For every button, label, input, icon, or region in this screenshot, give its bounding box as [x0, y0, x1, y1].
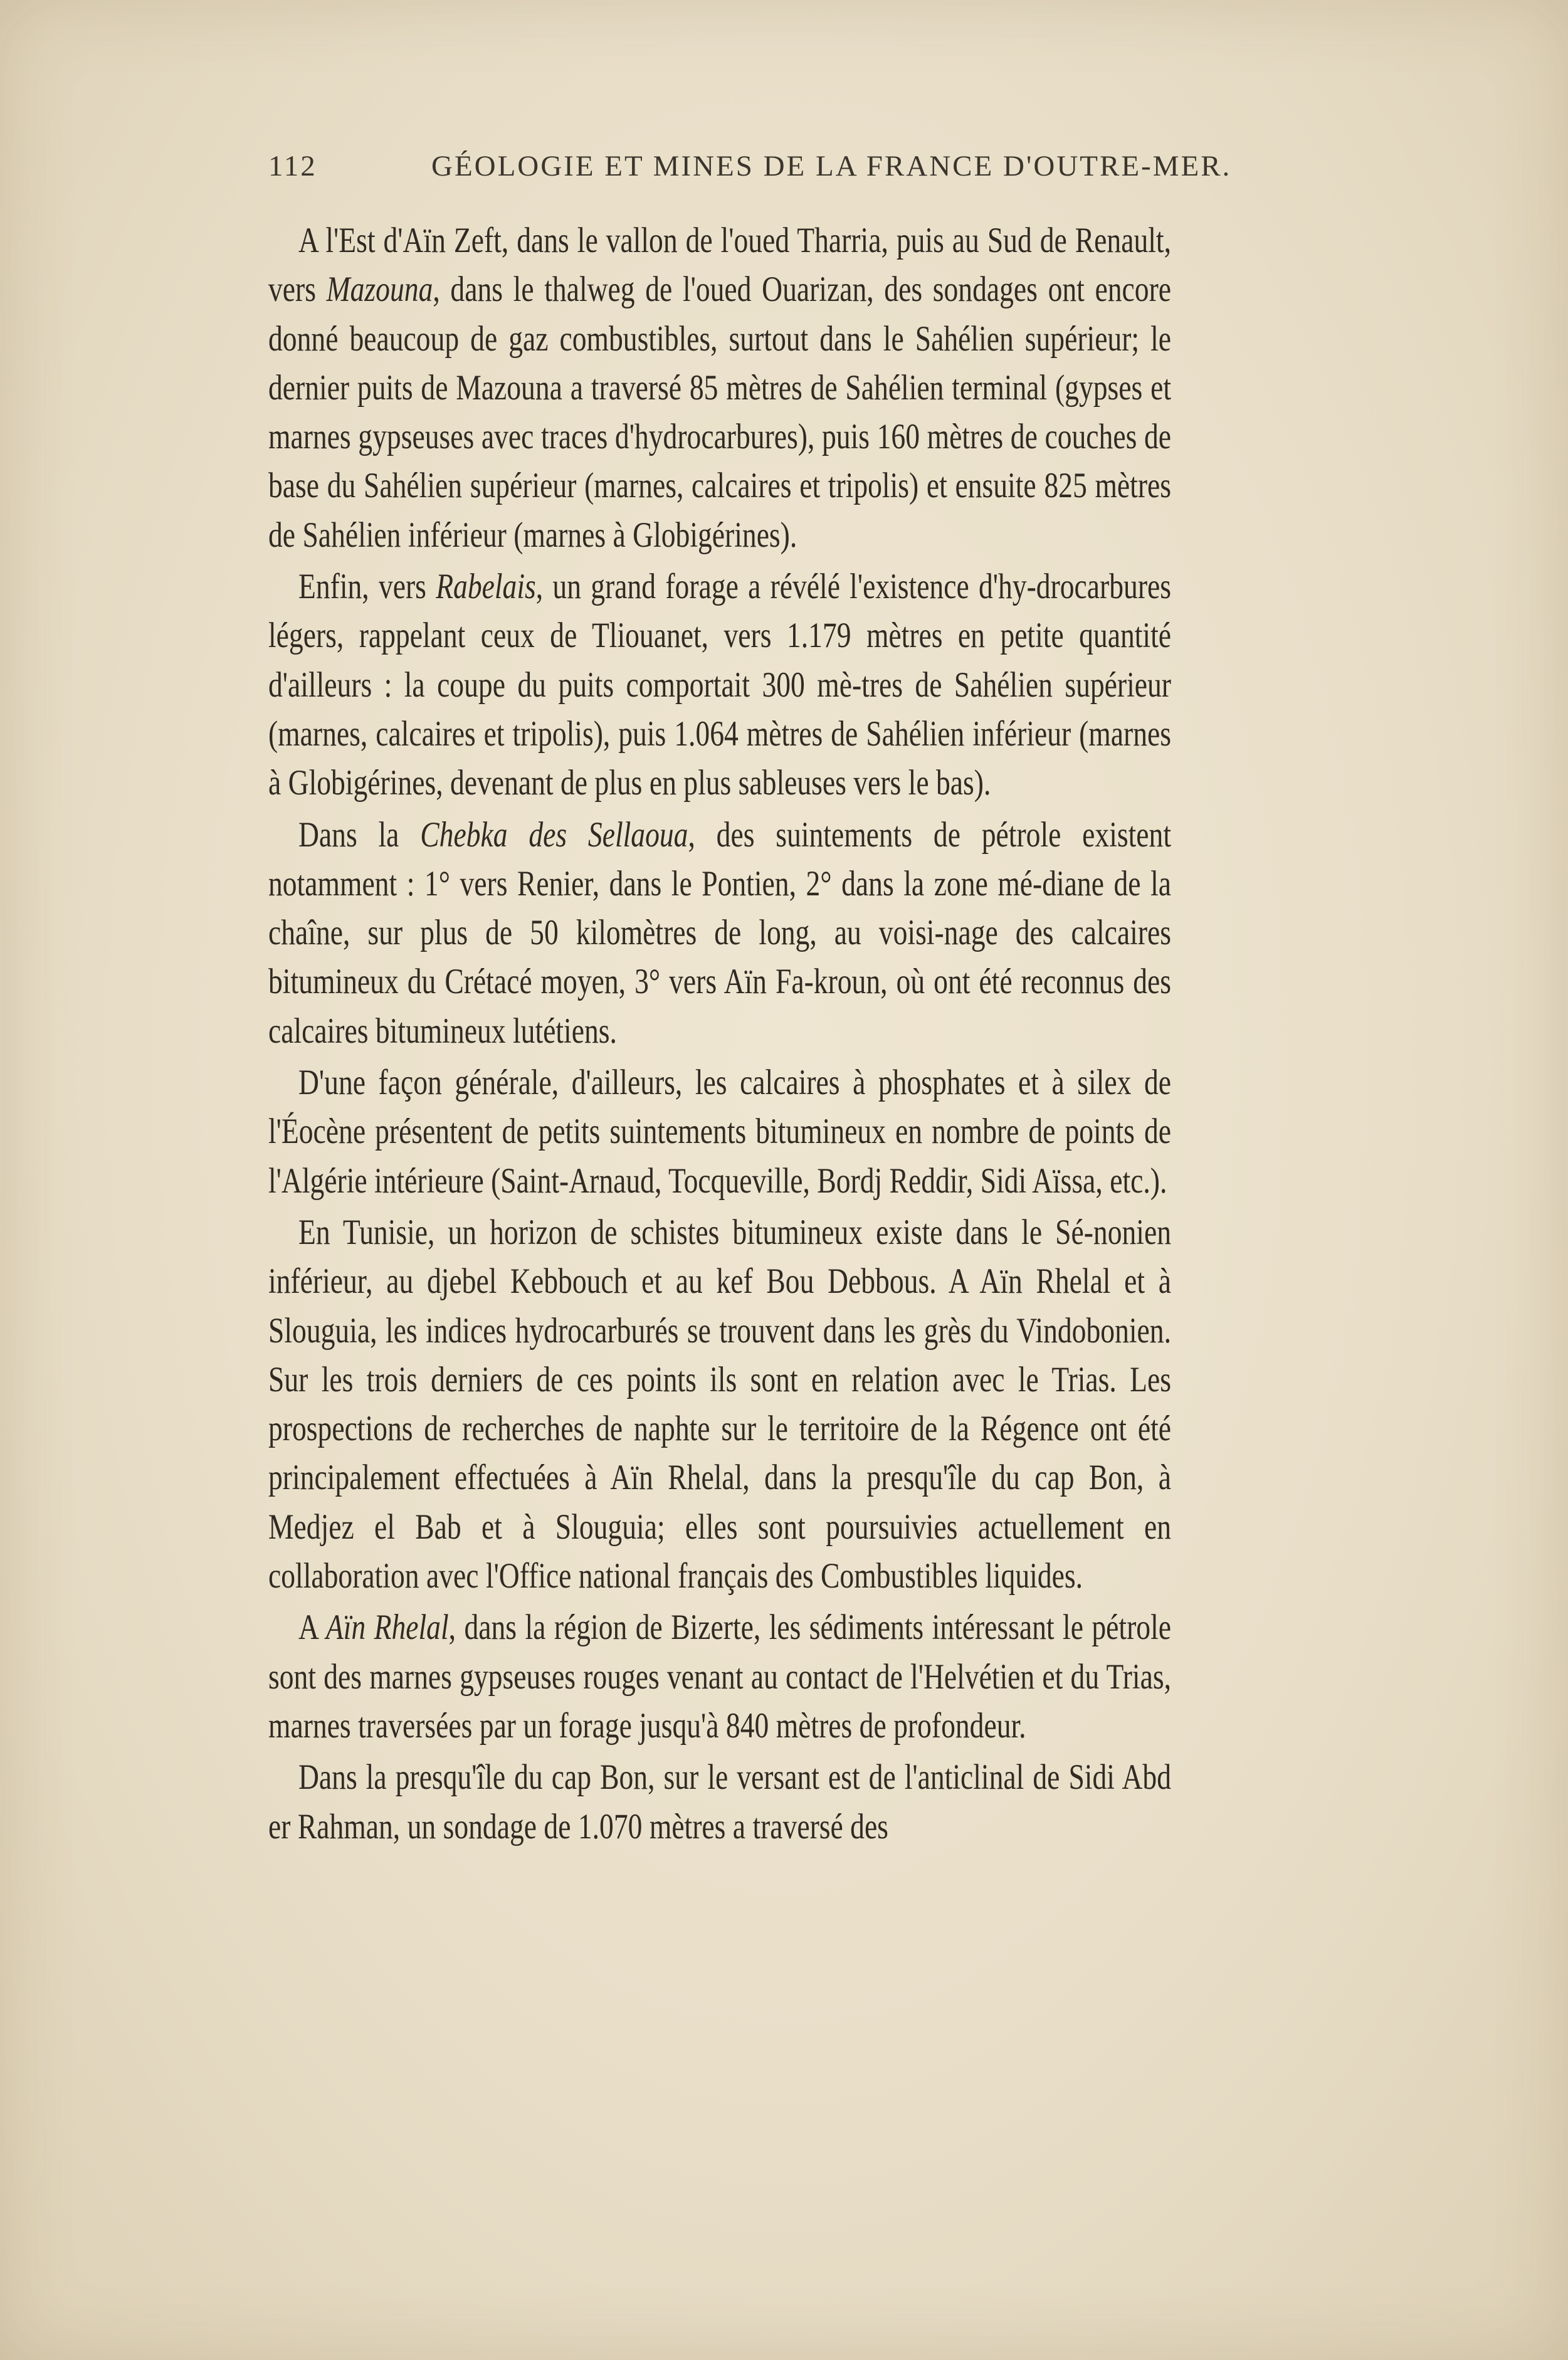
page-number: 112	[268, 150, 317, 182]
place-name-ain-rhelal: Aïn Rhelal	[325, 1608, 449, 1648]
running-head: GÉOLOGIE ET MINES DE LA FRANCE D'OUTRE-MER.	[431, 150, 1232, 182]
place-name-mazouna: Mazouna	[326, 270, 433, 310]
body-text	[268, 216, 1171, 1852]
paragraph-1: A l'Est d'Aïn Zeft, dans le vallon de l'oued Tharria, puis au Sud de Renault, vers Mazouna, dans le thalweg de l'oued Ouarizan, des sondages ont encore donné beaucoup de gaz combustibles, surtout dans le Sahélien supérieur; le dernier puits de Mazouna a traversé 85 mètres de Sahélien terminal (gypses et marnes gypseuses avec traces d'hydrocarbures), puis 160 mètres de couches de base du Sahélien supérieur (marnes, calcaires et tripolis) et ensuite 825 mètres de Sahélien inférieur (marnes à Globigérines).	[268, 221, 1172, 555]
place-name-rabelais: Rabelais	[436, 567, 536, 607]
paragraph-5: En Tunisie, un horizon de schistes bitumineux existe dans le Sé-nonien inférieur, au djebel Kebbouch et au kef Bou Debbous. A Aïn Rhelal et à Slouguia, les indices hydrocarburés se trouvent dans les grès du Vindobonien. Sur les trois derniers de ces points ils sont en relation avec le Trias. Les prospections de recherches de naphte sur le territoire de la Régence ont été principalement effectuées à Aïn Rhelal, dans la presqu'île du cap Bon, à Medjez el Bab et à Slouguia; elles sont poursuivies actuellement en collaboration avec l'Office national français des Combustibles liquides.	[268, 1212, 1171, 1596]
place-name-chebka: Chebka des Sellaoua	[420, 814, 688, 855]
paragraph-6: A Aïn Rhelal, dans la région de Bizerte, les sédiments intéressant le pétrole sont des marnes gypseuses rouges venant au contact de l'Helvétien et du Trias, marnes traversées par un forage jusqu'à 840 mètres de profondeur.	[268, 1608, 1171, 1746]
paragraph-3: Dans la Chebka des Sellaoua, des suintements de pétrole existent notamment : 1° vers Renier, dans le Pontien, 2° dans la zone mé-diane de la chaîne, sur plus de 50 kilomètres de long, au voisi-nage des calcaires bitumineux du Crétacé moyen, 3° vers Aïn Fa-kroun, où ont été reconnus des calcaires bitumineux lutétiens.	[268, 814, 1171, 1051]
paragraph-2: Enfin, vers Rabelais, un grand forage a révélé l'existence d'hy-drocarbures légers, rappelant ceux de Tliouanet, vers 1.179 mètres en petite quantité d'ailleurs : la coupe du puits comportait 300 mè-tres de Sahélien supérieur (marnes, calcaires et tripolis), puis 1.064 mètres de Sahélien inférieur (marnes à Globigérines, devenant de plus en plus sableuses vers le bas).	[268, 567, 1171, 803]
page-header	[268, 149, 1243, 193]
paragraph-4: D'une façon générale, d'ailleurs, les calcaires à phosphates et à silex de l'Éocène présentent de petits suintements bitumineux en nombre de points de l'Algérie intérieure (Saint-Arnaud, Tocqueville, Bordj Reddir, Sidi Aïssa, etc.).	[268, 1063, 1171, 1201]
paragraph-7: Dans la presqu'île du cap Bon, sur le versant est de l'anticlinal de Sidi Abd er Rahman, un sondage de 1.070 mètres a traversé des	[268, 1757, 1171, 1846]
